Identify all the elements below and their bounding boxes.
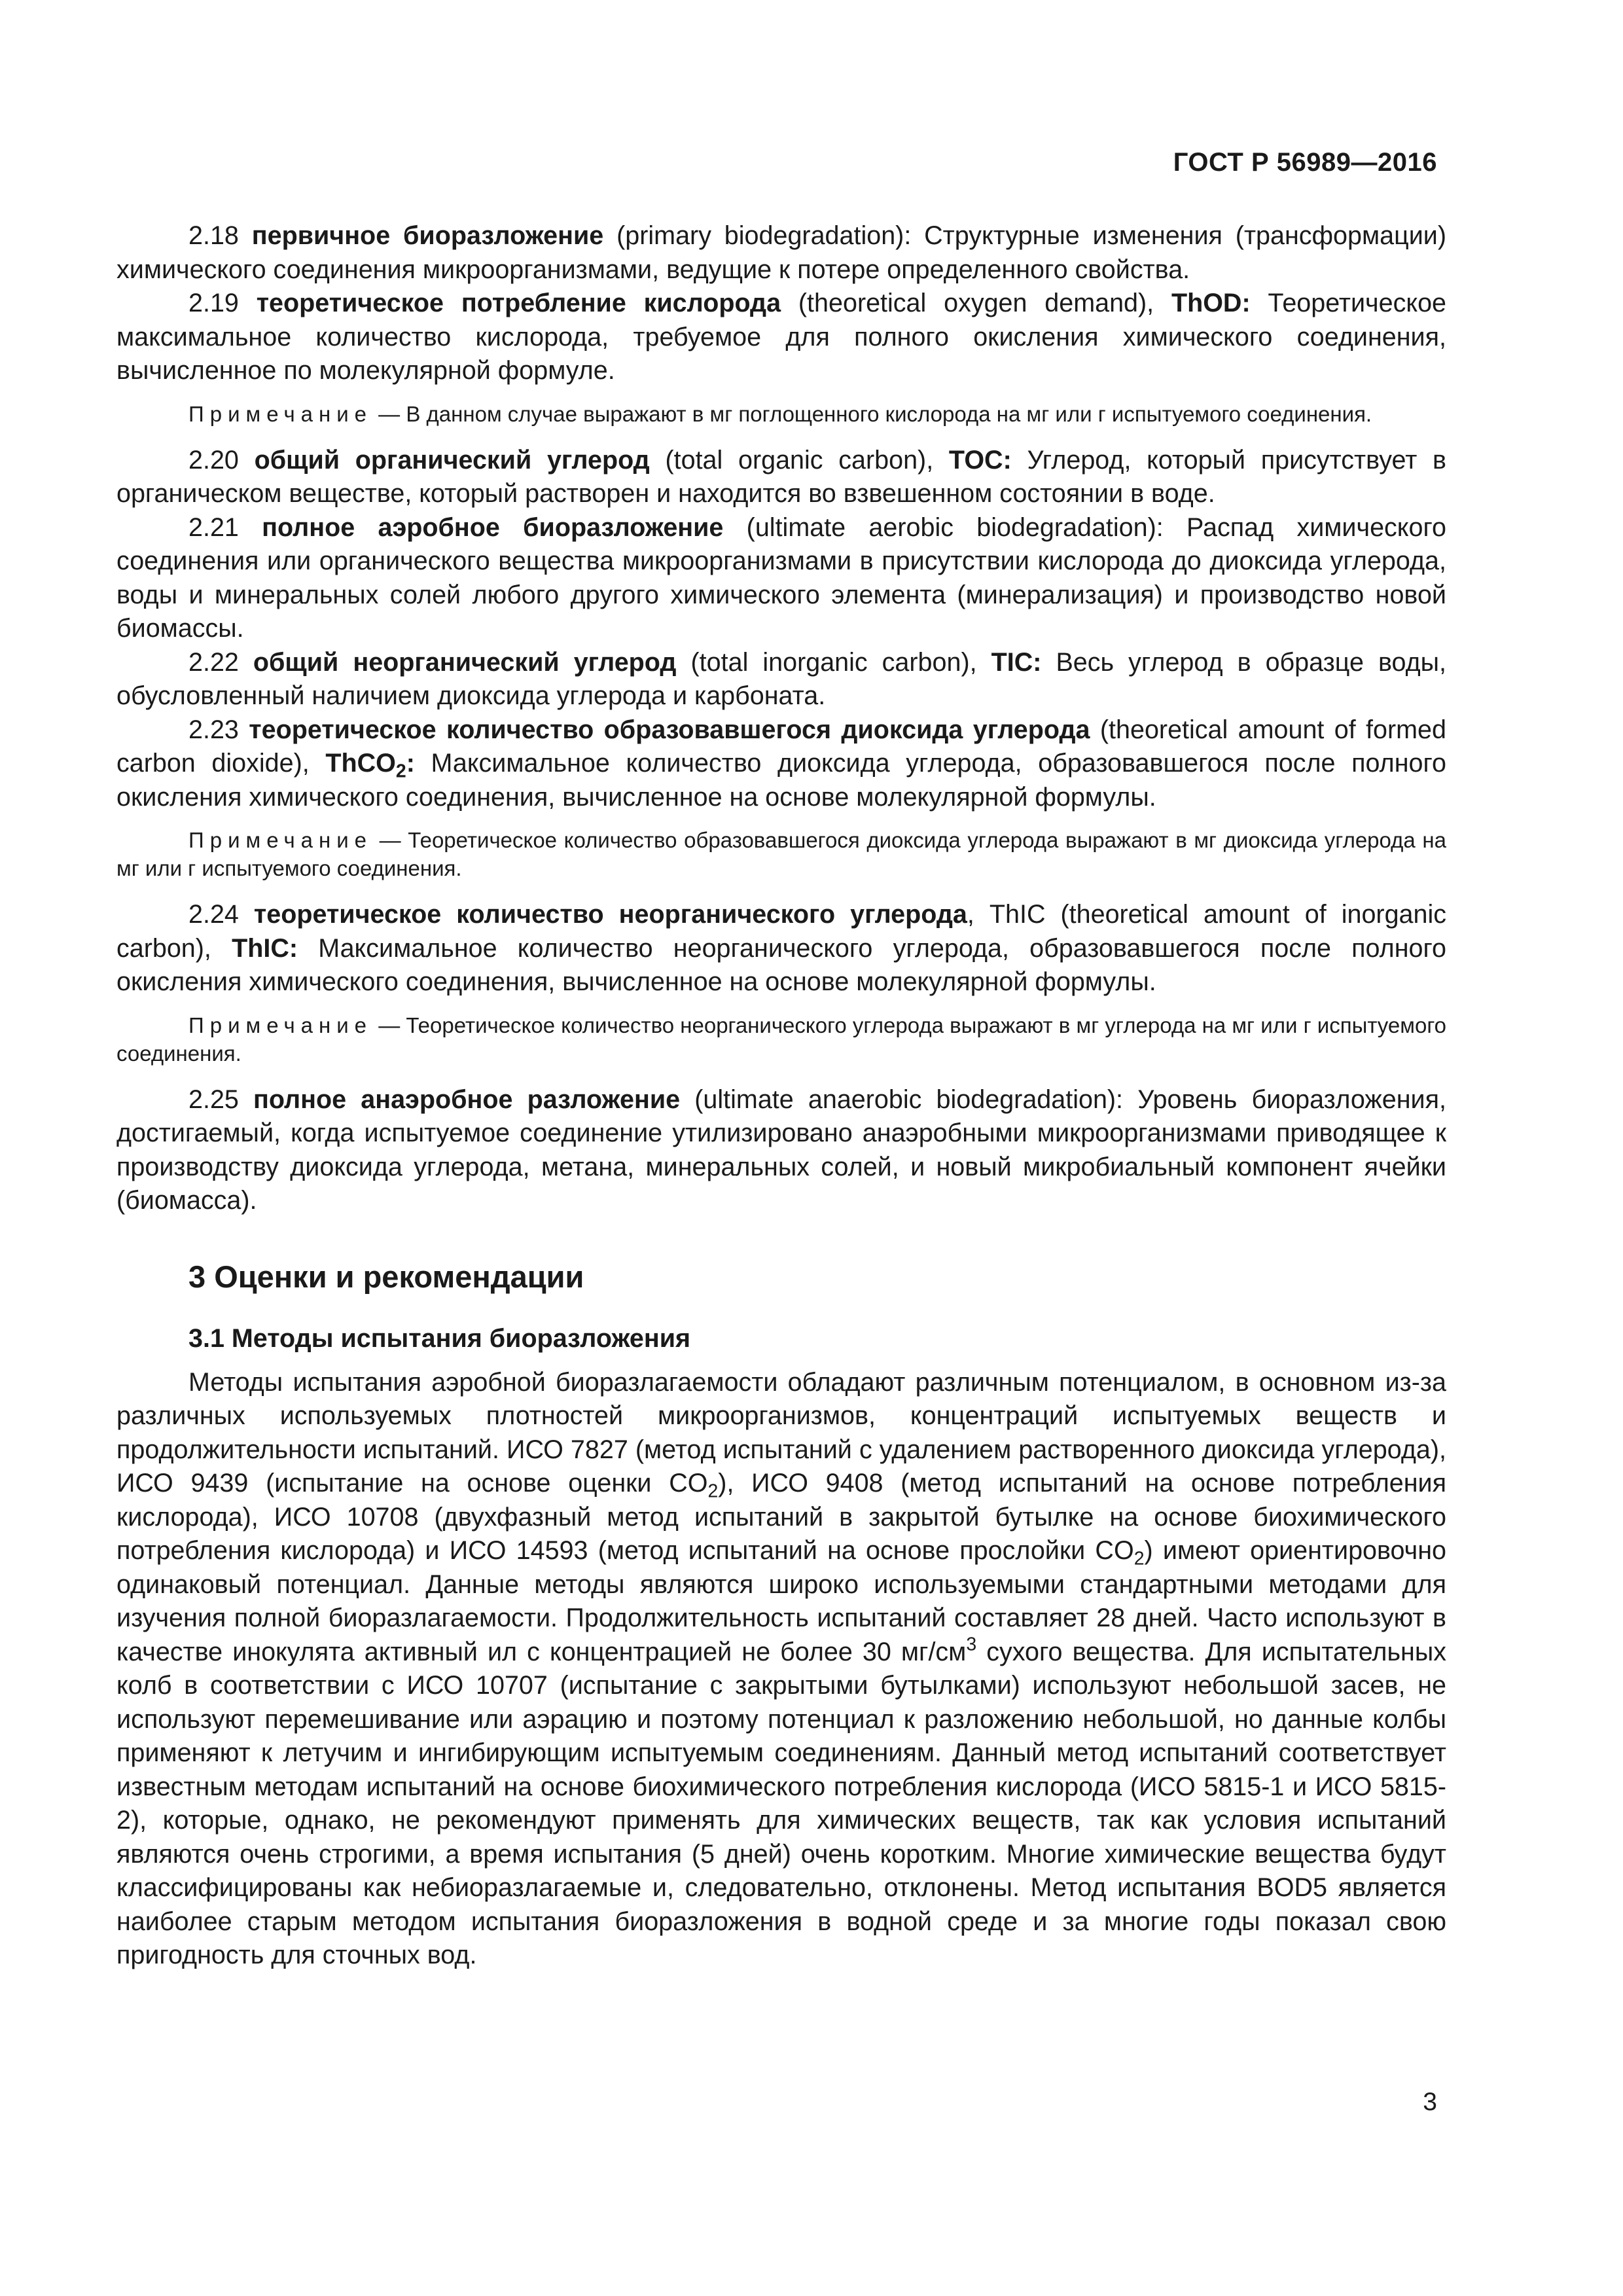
definition-english: (total inorganic carbon),	[676, 647, 991, 677]
note-label: Примечание	[188, 828, 373, 852]
definition-2-19	[116, 287, 1446, 388]
definition-text: Теоретическое максимальное количество кислорода, требуемое для полного окисления химического соединения, вычисленное по молекулярной формуле.	[116, 289, 1447, 385]
section-3-1-heading: 3.1 Методы испытания биоразложения	[188, 1323, 691, 1353]
definition-number: 2.25	[188, 1085, 254, 1114]
document-body	[116, 219, 1446, 1973]
note-text: — В данном случае выражают в мг поглощенного кислорода на мг или г испытуемого соединения.	[372, 401, 1372, 426]
section-3-heading: 3 Оценки и рекомендации	[188, 1259, 584, 1294]
definition-text: Максимальное количество диоксида углерода, образовавшегося после полного окисления химического соединения, вычисленное на основе молекулярной формулы.	[116, 749, 1446, 812]
definition-2-23	[116, 713, 1446, 815]
co2-subscript: 2	[707, 1480, 719, 1502]
definition-text: (ultimate anaerobic biodegradation): Уровень биоразложения, достигаемый, когда испытуемое соединение утилизировано анаэробными микроорганизмами приводящее к производству диоксида углерода, метана, минеральных солей, и новый микробиальный компонент ячейки (биомасса).	[116, 1085, 1446, 1215]
paragraph-text: Методы испытания аэробной биоразлагаемости обладают различным потенциалом, в основном из-за различных используемых плотностей микроорганизмов, концентраций испытуемых веществ и продолжительности испытаний. ИСО 7827 (метод испытаний с удалением растворенного диоксида углерода), ИСО 9439 (испытание на основе оценки CO	[116, 1367, 1446, 1498]
definition-number: 2.24	[188, 900, 254, 929]
definition-2-22	[116, 646, 1446, 713]
definition-term: первичное биоразложение	[251, 221, 604, 250]
section-3-1-paragraph	[116, 1366, 1446, 1973]
definition-text: Максимальное количество неорганического углерода, образовавшегося после полного окисления химического соединения, вычисленное на основе молекулярной формулы.	[116, 933, 1446, 996]
definition-abbreviation	[325, 749, 415, 782]
definition-2-24	[116, 898, 1446, 999]
note-2	[116, 826, 1446, 882]
definition-number: 2.19	[188, 289, 257, 317]
definition-text: (ultimate aerobic biodegradation): Распад химического соединения или органического вещества микроорганизмами в присутствии кислорода до диоксида углерода, воды и минеральных солей любого другого химического элемента (минерализация) и производство новой биомассы.	[116, 512, 1446, 643]
definition-term: общий органический углерод	[254, 445, 650, 475]
page-number: 3	[1423, 2088, 1437, 2116]
definition-number: 2.22	[188, 647, 253, 677]
paragraph-text: ) имеют ориентировочно одинаковый потенциал. Данные методы являются широко используемыми стандартными методами для изучения полной биоразлагаемости. Продолжительность испытаний составляет 28 дней. Часто используют в качестве инокулята активный ил с концентрацией не более 30 мг/см	[116, 1536, 1447, 1666]
definition-text: Углерод, который присутствует в органическом веществе, который растворен и находится во взвешенном состоянии в воде.	[116, 445, 1447, 508]
definition-number: 2.23	[188, 715, 249, 744]
definition-term: теоретическое потребление кислорода	[256, 289, 781, 317]
definition-term: общий неорганический углерод	[253, 647, 677, 677]
definition-2-20	[116, 444, 1446, 511]
note-text: — Теоретическое количество образовавшегося диоксида углерода выражают в мг диоксида углерода на мг или г испытуемого соединения.	[116, 828, 1446, 880]
definition-2-25	[116, 1083, 1446, 1218]
definition-number: 2.21	[188, 512, 262, 542]
co2-subscript: 2	[1133, 1548, 1145, 1570]
paragraph-text: сухого вещества. Для испытательных колб в соответствии с ИСО 10707 (испытание с закрытыми бутылками) используют небольшой засев, не используют перемешивание или аэрацию и поэтому потенциал к разложению небольшой, но данные колбы применяют к летучим и ингибирующим испытуемым соединениям. Данный метод испытаний соответствует известным методам испытаний на основе биохимического потребления кислорода (ИСО 5815-1 и ИСО 5815-2), которые, однако, не рекомендуют применять для химических веществ, так как условия испытаний являются очень строгими, а время испытания (5 дней) очень коротким. Многие химические вещества будут классифицированы как небиоразлагаемые и, следовательно, отклонены. Метод испытания BOD5 является наиболее старым методом испытания биоразложения в водной среде и за многие годы показал свою пригодность для сточных вод.	[116, 1637, 1446, 1969]
paragraph-text: ), ИСО 9408 (метод испытаний на основе потребления кислорода), ИСО 10708 (двухфазный метод испытаний в закрытой бутылке на основе биохимического потребления кислорода) и ИСО 14593 (метод испытаний на основе прослойки CO	[116, 1469, 1446, 1565]
definition-abbreviation: ThOD:	[1171, 289, 1251, 317]
note-label: Примечание	[188, 1013, 373, 1037]
note-1	[116, 400, 1446, 428]
definition-abbreviation: TOC:	[948, 445, 1012, 475]
definition-number: 2.20	[188, 445, 255, 475]
definition-2-18	[116, 219, 1446, 287]
document-code-header: ГОСТ Р 56989—2016	[1173, 148, 1437, 177]
definition-term: теоретическое количество образовавшегося диоксида углерода	[249, 715, 1090, 744]
definition-english: (theoretical amount of formed carbon dioxide),	[116, 715, 1446, 778]
abbreviation-subscript: 2	[395, 761, 406, 782]
definition-text: Весь углерод в образце воды, обусловленный наличием диоксида углерода и карбоната.	[116, 647, 1446, 710]
note-3	[116, 1011, 1446, 1067]
definition-english: , ThIC (theoretical amount of inorganic carbon),	[116, 900, 1447, 963]
definition-2-21	[116, 511, 1446, 646]
note-label: Примечание	[188, 401, 373, 426]
definition-term: полное аэробное биоразложение	[262, 512, 724, 542]
definition-term: полное анаэробное разложение	[253, 1085, 681, 1114]
definition-abbreviation: ThIC:	[232, 933, 298, 963]
definition-term: теоретическое количество неорганического углерода	[253, 900, 967, 929]
definition-abbreviation: TIC:	[991, 647, 1042, 677]
cm3-superscript: 3	[966, 1633, 977, 1655]
abbreviation-colon: :	[406, 749, 415, 778]
definition-english: (theoretical oxygen demand),	[781, 289, 1171, 317]
definition-text: (primary biodegradation): Структурные изменения (трансформации) химического соединения микроорганизмами, ведущие к потере определенного свойства.	[116, 221, 1447, 284]
definition-number: 2.18	[188, 221, 252, 250]
definition-english: (total organic carbon),	[649, 445, 949, 475]
abbreviation-base: ThCO	[325, 749, 396, 778]
note-text: — Теоретическое количество неорганического углерода выражают в мг углерода на мг или г испытуемого соединения.	[116, 1013, 1446, 1066]
